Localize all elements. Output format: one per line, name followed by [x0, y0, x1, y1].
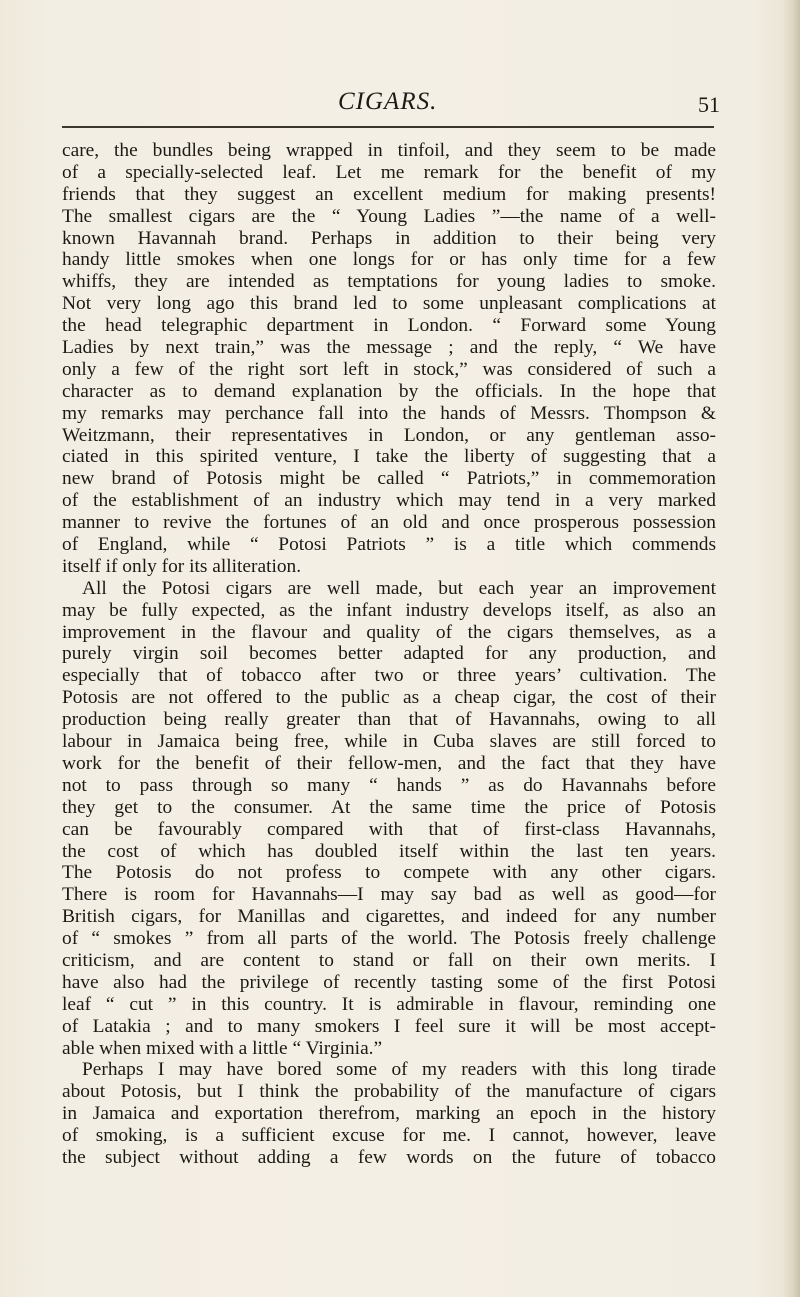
text-line: ciated in this spirited venture, I take the liberty of suggesting that a [62, 446, 716, 468]
text-line: The Potosis do not profess to compete with any other cigars. [62, 862, 716, 884]
text-line: the cost of which has doubled itself within the last ten years. [62, 840, 716, 862]
text-line: character as to demand explanation by the officials. In the hope that [62, 380, 716, 402]
text-line: manner to revive the fortunes of an old and once prosperous possession [62, 512, 716, 534]
text-line: Perhaps I may have bored some of my readers with this long tirade [82, 1059, 716, 1081]
text-line: work for the benefit of their fellow-men, and the fact that they have [62, 752, 716, 774]
text-line: able when mixed with a little “ Virginia.” [62, 1037, 383, 1059]
text-line: my remarks may perchance fall into the hands of Messrs. Thompson & [62, 402, 716, 424]
text-line: in Jamaica and exportation therefrom, marking an epoch in the history [62, 1103, 716, 1125]
page-number: 51 [698, 92, 720, 117]
text-line: of England, while “ Potosi Patriots ” is a title which commends [62, 534, 716, 556]
text-line: have also had the privilege of recently tasting some of the first Potosi [62, 971, 716, 993]
text-line: Not very long ago this brand led to some unpleasant complications at [62, 293, 716, 315]
page-edge-shadow [782, 0, 800, 1297]
text-line: may be fully expected, as the infant industry develops itself, as also an [62, 599, 716, 621]
text-line: criticism, and are content to stand or fall on their own merits. I [62, 949, 716, 971]
running-head [62, 84, 720, 124]
text-line: of smoking, is a sufficient excuse for me. I cannot, however, leave [62, 1125, 716, 1147]
text-line: improvement in the flavour and quality of the cigars themselves, as a [62, 621, 716, 643]
text-line: handy little smokes when one longs for or has only time for a few [62, 249, 716, 271]
text-line: All the Potosi cigars are well made, but each year an improvement [82, 577, 716, 599]
text-line: of a specially-selected leaf. Let me remark for the benefit of my [62, 161, 716, 183]
text-line: new brand of Potosis might be called “ Patriots,” in commemoration [62, 468, 716, 490]
text-line: Ladies by next train,” was the message ; and the reply, “ We have [62, 337, 716, 359]
text-line: friends that they suggest an excellent medium for making presents! [62, 183, 716, 205]
header-rule [62, 126, 714, 128]
text-line: The smallest cigars are the “ Young Ladies ”—the name of a well- [62, 205, 716, 227]
text-line: they get to the consumer. At the same time the price of Potosis [62, 796, 716, 818]
text-line: production being really greater than that of Havannahs, owing to all [62, 709, 716, 731]
text-line: leaf “ cut ” in this country. It is admirable in flavour, reminding one [62, 993, 716, 1015]
text-line: itself if only for its alliteration. [62, 555, 302, 577]
text-line: purely virgin soil becomes better adapted for any production, and [62, 643, 716, 665]
text-line: care, the bundles being wrapped in tinfoil, and they seem to be made [62, 140, 716, 161]
text-line: of “ smokes ” from all parts of the world. The Potosis freely challenge [62, 928, 716, 950]
text-line: of Latakia ; and to many smokers I feel sure it will be most accept- [62, 1015, 716, 1037]
text-line: Potosis are not offered to the public as a cheap cigar, the cost of their [62, 687, 716, 709]
text-line: the subject without adding a few words on the future of tobacco [62, 1146, 716, 1168]
text-line: the head telegraphic department in London. “ Forward some Young [62, 315, 716, 337]
text-line: can be favourably compared with that of first-class Havannahs, [62, 818, 716, 840]
text-line: about Potosis, but I think the probability of the manufacture of cigars [62, 1081, 716, 1103]
text-line: labour in Jamaica being free, while in Cuba slaves are still forced to [62, 731, 716, 753]
text-line: Weitzmann, their representatives in London, or any gentleman asso- [62, 424, 716, 446]
text-line: especially that of tobacco after two or three years’ cultivation. The [62, 665, 716, 687]
text-line: whiffs, they are intended as temptations for young ladies to smoke. [62, 271, 716, 293]
text-line: not to pass through so many “ hands ” as do Havannahs before [62, 774, 716, 796]
text-line: There is room for Havannahs—I may say bad as well as good—for [62, 884, 716, 906]
text-line: only a few of the right sort left in stock,” was considered of such a [62, 358, 716, 380]
text-line: British cigars, for Manillas and cigarettes, and indeed for any number [62, 906, 716, 928]
body-text [62, 140, 716, 1169]
text-line: of the establishment of an industry which may tend in a very marked [62, 490, 716, 512]
running-title: CIGARS. [338, 88, 438, 115]
text-line: known Havannah brand. Perhaps in addition to their being very [62, 227, 716, 249]
